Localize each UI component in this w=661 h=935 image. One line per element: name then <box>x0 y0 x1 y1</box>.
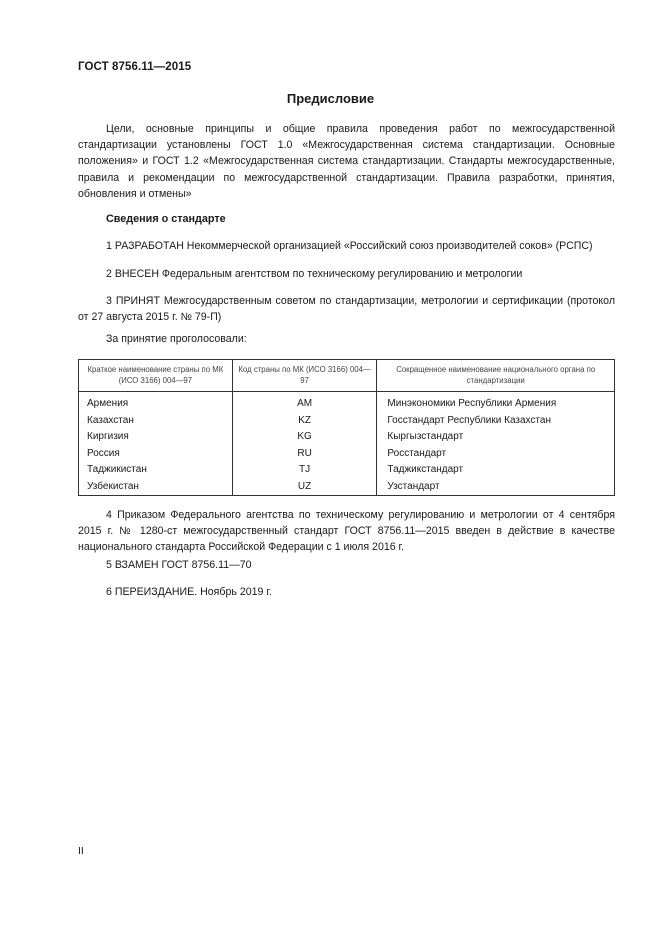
standards-body: Росстандарт <box>377 446 615 463</box>
standard-info-heading: Сведения о стандарте <box>106 213 226 225</box>
table-row <box>79 392 615 413</box>
item-adopted: 3 ПРИНЯТ Межгосударственным советом по стандартизации, метрологии и сертификации (протокол от 27 августа 2015 г. № 79-П) <box>78 295 615 324</box>
country-name: Россия <box>79 446 233 463</box>
item-developed: 1 РАЗРАБОТАН Некоммерческой организацией «Российский союз производителей соков» (РСПС) <box>106 240 593 252</box>
country-name: Узбекистан <box>79 479 233 496</box>
table-row <box>79 446 615 463</box>
item-order: 4 Приказом Федерального агентства по техническому регулированию и метрологии от 4 сентября 2015 г. № 1280-ст межгосударственный стандарт ГОСТ 8756.11—2015 введен в действие в качестве национального стандарта Российской Федерации с 1 июля 2016 г. <box>78 509 615 554</box>
table-row <box>79 462 615 479</box>
voting-countries-table <box>78 359 615 496</box>
country-name: Казахстан <box>79 413 233 430</box>
country-code: KG <box>232 429 377 446</box>
standards-body: Госстандарт Республики Казахстан <box>377 413 615 430</box>
item-introduced: 2 ВНЕСЕН Федеральным агентством по техническому регулированию и метрологии <box>106 268 523 280</box>
document-code: ГОСТ 8756.11—2015 <box>78 61 192 73</box>
standards-body: Узстандарт <box>377 479 615 496</box>
column-header-body: Сокращенное наименование национального органа по стандартизации <box>377 360 615 392</box>
table-row <box>79 479 615 496</box>
column-header-country: Краткое наименование страны по МК (ИСО 3166) 004—97 <box>79 360 233 392</box>
intro-paragraph: Цели, основные принципы и общие правила проведения работ по межгосударственной стандартизации установлены ГОСТ 1.0 «Межгосударственная система стандартизации. Основные положения» и ГОСТ 1.2 «Межгосударственная система стандартизации. Стандарты межгосударственные, правила и рекомендации по межгосударственной стандартизации. Правила разработки, принятия, обновления и отмены» <box>78 123 615 200</box>
page-number: II <box>78 845 84 857</box>
country-name: Киргизия <box>79 429 233 446</box>
standards-body: Кыргызстандарт <box>377 429 615 446</box>
country-code: UZ <box>232 479 377 496</box>
standards-body: Минэкономики Республики Армения <box>377 392 615 413</box>
section-heading: Предисловие <box>286 91 375 106</box>
standards-body: Таджикстандарт <box>377 462 615 479</box>
table-row <box>79 413 615 430</box>
country-name: Армения <box>79 392 233 413</box>
table-row <box>79 429 615 446</box>
table-header-row <box>79 360 615 392</box>
country-code: AM <box>232 392 377 413</box>
column-header-code: Код страны по МК (ИСО 3166) 004—97 <box>232 360 377 392</box>
country-code: KZ <box>232 413 377 430</box>
country-name: Таджикистан <box>79 462 233 479</box>
item-reissue: 6 ПЕРЕИЗДАНИЕ. Ноябрь 2019 г. <box>106 586 272 598</box>
vote-intro: За принятие проголосовали: <box>106 333 247 345</box>
country-code: TJ <box>232 462 377 479</box>
item-replaces: 5 ВЗАМЕН ГОСТ 8756.11—70 <box>106 559 252 571</box>
country-code: RU <box>232 446 377 463</box>
